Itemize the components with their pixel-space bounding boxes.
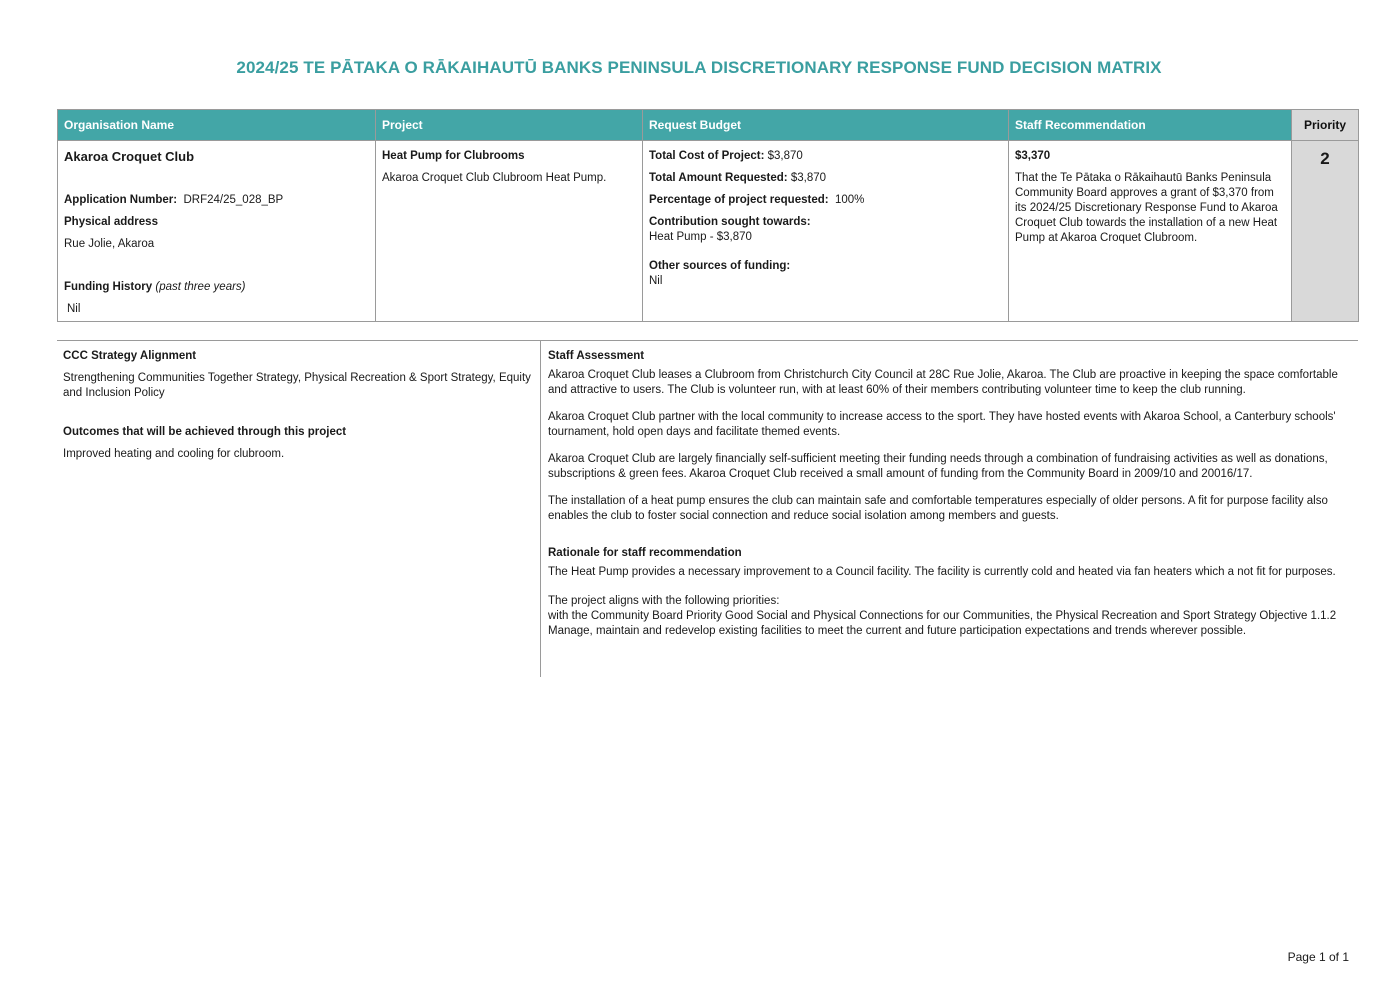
total-cost-label: Total Cost of Project: (649, 150, 765, 162)
priorities-text: with the Community Board Priority Good Social and Physical Connections for our Communities, the Physical Recreation and Sport Strategy Objective 1.1.2 Manage, maintain and redevelop existing facilities to meet the current and future participation expectations and trends wherever possible. (548, 610, 1337, 637)
total-cost-value: $3,870 (767, 150, 803, 162)
strategy-column (57, 341, 541, 677)
recommendation-text: That the Te Pātaka o Rākaihautū Banks Peninsula Community Board approves a grant of $3,370 from its 2024/25 Discretionary Response Fund to Akaroa Croquet Club towards the installation of a new Heat Pump at Akaroa Croquet Clubroom. (1015, 172, 1278, 244)
header-request-budget: Request Budget (643, 110, 1009, 141)
strategy-text: Strengthening Communities Together Strategy, Physical Recreation & Sport Strategy, Equity and Inclusion Policy (63, 372, 531, 399)
other-funding-label: Other sources of funding: (649, 260, 791, 272)
rationale-heading: Rationale for staff recommendation (548, 547, 742, 559)
header-staff-recommendation: Staff Recommendation (1009, 110, 1292, 141)
budget-cell (643, 141, 1009, 322)
organisation-name: Akaroa Croquet Club (64, 149, 195, 164)
outcomes-text: Improved heating and cooling for clubroom. (63, 448, 285, 460)
header-organisation-name: Organisation Name (58, 110, 376, 141)
organisation-cell (58, 141, 376, 322)
other-funding-value: Nil (649, 275, 663, 287)
physical-address-label: Physical address (64, 216, 158, 228)
project-cell (376, 141, 643, 322)
assessment-section (57, 340, 1358, 677)
document-title: 2024/25 TE PĀTAKA O RĀKAIHAUTŪ BANKS PENINSULA DISCRETIONARY RESPONSE FUND DECISION MATRIX (236, 58, 1162, 77)
project-description: Akaroa Croquet Club Clubroom Heat Pump. (382, 172, 607, 184)
funding-history-value: Nil (67, 303, 81, 315)
amount-requested-value: $3,870 (790, 172, 827, 184)
staff-assessment-heading: Staff Assessment (548, 350, 645, 362)
rationale-text: The Heat Pump provides a necessary improvement to a Council facility. The facility is currently cold and heated via fan heaters which a not fit for purposes. (548, 566, 1336, 578)
staff-assessment-column (542, 341, 1358, 647)
header-priority: Priority (1292, 110, 1359, 141)
funding-history-label: Funding History (64, 281, 153, 293)
assessment-paragraph: The installation of a heat pump ensures the club can maintain safe and comfortable temperatures especially of older persons. A fit for purpose facility also enables the club to foster social connection and reduce social isolation among members and guests. (548, 495, 1328, 522)
table-row (58, 141, 1359, 322)
project-title: Heat Pump for Clubrooms (382, 150, 525, 162)
assessment-paragraph: Akaroa Croquet Club partner with the local community to increase access to the sport. They have hosted events with Akaroa School, a Canterbury schools' tournament, hold open days and facilitate themed events. (548, 411, 1336, 438)
outcomes-heading: Outcomes that will be achieved through this project (63, 426, 347, 438)
application-number-label: Application Number: (64, 194, 178, 206)
assessment-paragraph: Akaroa Croquet Club leases a Clubroom from Christchurch City Council at 28C Rue Jolie, Akaroa. The Club are proactive in keeping the space comfortable and attractive to users. The Club is volunteer run, with at least 60% of their members contributing volunteer time to keep the club running. (548, 369, 1338, 396)
table-header-row (58, 110, 1359, 141)
header-project: Project (376, 110, 643, 141)
contribution-label: Contribution sought towards: (649, 216, 811, 228)
priority-value: 2 (1292, 141, 1359, 322)
page-number: Page 1 of 1 (1287, 950, 1349, 964)
assessment-paragraph: Akaroa Croquet Club are largely financially self-sufficient meeting their funding needs through a combination of fundraising activities as well as donations, subscriptions & green fees. Akaroa Croquet Club received a small amount of funding from the Community Board in 2009/10 and 20016/17. (548, 453, 1328, 480)
amount-requested-label: Total Amount Requested: (649, 172, 788, 184)
application-number-value: DRF24/25_028_BP (183, 194, 284, 206)
percentage-requested-label: Percentage of project requested: (649, 194, 829, 206)
decision-matrix-table (57, 109, 1359, 322)
strategy-heading: CCC Strategy Alignment (63, 350, 197, 362)
funding-history-note: (past three years) (155, 281, 246, 293)
contribution-value: Heat Pump - $3,870 (649, 231, 752, 243)
recommendation-cell (1009, 141, 1292, 322)
recommended-amount: $3,370 (1015, 150, 1051, 162)
priorities-intro: The project aligns with the following priorities: (548, 595, 780, 607)
percentage-requested-value: 100% (834, 194, 865, 206)
physical-address-value: Rue Jolie, Akaroa (64, 238, 155, 250)
